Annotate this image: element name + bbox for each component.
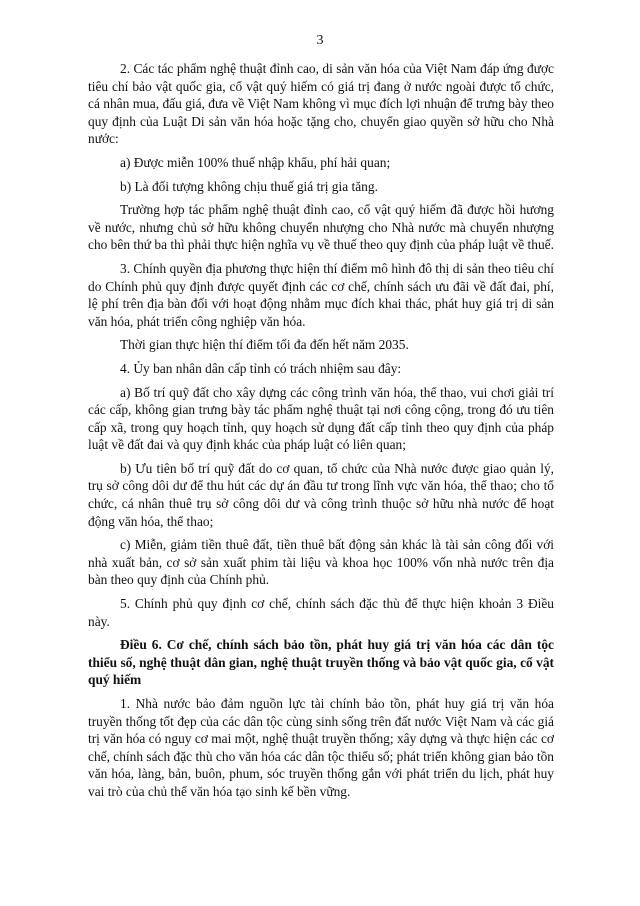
- paragraph-clause-2: 2. Các tác phẩm nghệ thuật đỉnh cao, di sản văn hóa của Việt Nam đáp ứng được tiêu chí bảo vật quốc gia, cổ vật quý hiếm có giá trị đang ở nước ngoài được tổ chức, cá nhân mua, đấu giá, đưa về Việt Nam không vì mục đích lợi nhuận để trưng bày theo quy định của Luật Di sản văn hóa hoặc tặng cho, chuyển giao quyền sở hữu cho Nhà nước:: [88, 61, 554, 147]
- document-body: [88, 60, 554, 807]
- paragraph-clause-4b: b) Ưu tiên bố trí quỹ đất do cơ quan, tổ chức của Nhà nước được giao quản lý, trụ sở công dôi dư để thu hút các dự án đầu tư trong lĩnh vực văn hóa, thể thao; cho tổ chức, cá nhân thuê trụ sở công dôi dư và công trình thuộc sở hữu nhà nước để hoạt động văn hóa, thể thao;: [88, 460, 554, 529]
- paragraph-clause-4: 4. Ủy ban nhân dân cấp tỉnh có trách nhiệm sau đây:: [120, 360, 402, 376]
- paragraph-article-6-clause-1: 1. Nhà nước bảo đảm nguồn lực tài chính bảo tồn, phát huy giá trị văn hóa truyền thống tốt đẹp của các dân tộc cùng sinh sống trên đất nước Việt Nam và các giá trị văn hóa có nguy cơ mai một, nghệ thuật truyền thống; xây dựng và thực hiện các cơ chế, chính sách đặc thù cho văn hóa các dân tộc thiểu số; phát triển không gian bảo tồn văn hóa, làng, bản, buôn, phum, sóc truyền thống gắn với phát triển du lịch, phát huy vai trò của chủ thể văn hóa tạo sinh kế bền vững.: [88, 696, 554, 799]
- article-6-heading: Điều 6. Cơ chế, chính sách bảo tồn, phát huy giá trị văn hóa các dân tộc thiểu số, nghệ thuật dân gian, nghệ thuật truyền thống và bảo vật quốc gia, cổ vật quý hiếm: [88, 637, 554, 688]
- page-number: 3: [316, 33, 324, 48]
- paragraph-clause-2b: b) Là đối tượng không chịu thuế giá trị gia tăng.: [120, 178, 378, 194]
- paragraph-clause-4a: a) Bố trí quỹ đất cho xây dựng các công trình văn hóa, thể thao, vui chơi giải trí các cấp, không gian trưng bày tác phẩm nghệ thuật tại nơi công cộng, trong đó ưu tiên cấp xã, trong quy hoạch tỉnh, quy hoạch sử dụng đất cấp tỉnh theo quy định của pháp luật về đất đai và quy định khác của pháp luật có liên quan;: [88, 384, 554, 453]
- paragraph-clause-5: 5. Chính phủ quy định cơ chế, chính sách đặc thù để thực hiện khoản 3 Điều này.: [88, 596, 554, 629]
- paragraph-clause-3: 3. Chính quyền địa phương thực hiện thí điểm mô hình đô thị di sản theo tiêu chí do Chính phủ quy định được quyết định các cơ chế, chính sách ưu đãi về đất đai, phí, lệ phí trên địa bàn đối với hoạt động nhằm mục đích khai thác, phát huy giá trị di sản văn hóa, phát triển công nghiệp văn hóa.: [88, 260, 554, 329]
- paragraph-clause-4c: c) Miễn, giảm tiền thuê đất, tiền thuê bất động sản khác là tài sản công đối với nhà xuất bản, cơ sở sản xuất phim tài liệu và khoa học 100% vốn nhà nước trên địa bàn theo quy định của Chính phủ.: [88, 537, 554, 588]
- paragraph-clause-2-exception: Trường hợp tác phẩm nghệ thuật đỉnh cao, cổ vật quý hiếm đã được hồi hương về nước, nhưng chủ sở hữu không chuyển nhượng cho Nhà nước mà chuyển nhượng cho bên thứ ba thì phải thực hiện nghĩa vụ về thuế theo quy định của pháp luật về thuế.: [88, 202, 554, 253]
- paragraph-clause-3-duration: Thời gian thực hiện thí điểm tối đa đến hết năm 2035.: [120, 337, 409, 353]
- paragraph-clause-2a: a) Được miễn 100% thuế nhập khẩu, phí hải quan;: [120, 154, 391, 170]
